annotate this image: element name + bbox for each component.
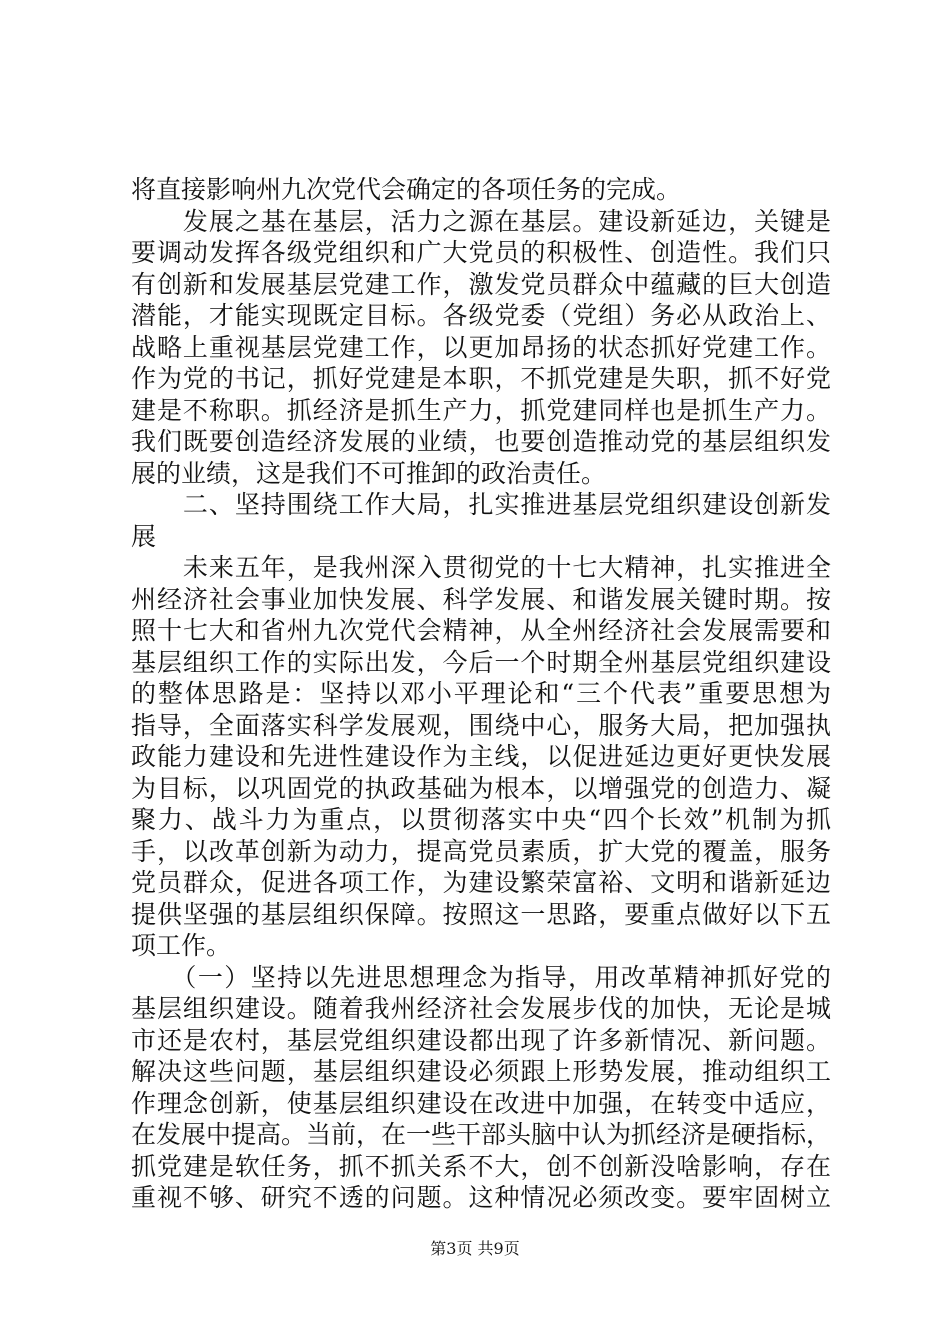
section-heading-line: 展 xyxy=(131,522,157,551)
body-text-line: 聚力、战斗力为重点，以贯彻落实中央“四个长效”机制为抓 xyxy=(131,805,831,834)
body-text-line: 党员群众，促进各项工作，为建设繁荣富裕、文明和谐新延边 xyxy=(131,868,831,897)
body-text-line: 未来五年，是我州深入贯彻党的十七大精神，扎实推进全 xyxy=(131,553,831,582)
body-text-line: 项工作。 xyxy=(131,931,232,960)
body-text-line: 抓党建是软任务，抓不抓关系不大，创不创新没啥影响，存在 xyxy=(131,1152,831,1181)
body-text-line: 基层组织建设。随着我州经济社会发展步伐的加快，无论是城 xyxy=(131,994,831,1023)
body-text-line: 政能力建设和先进性建设作为主线，以促进延边更好更快发展 xyxy=(131,742,831,771)
body-text-line: 重视不够、研究不透的问题。这种情况必须改变。要牢固树立 xyxy=(131,1183,831,1212)
body-text-line: 作理念创新，使基层组织建设在改进中加强，在转变中适应， xyxy=(131,1089,831,1118)
body-text-line: 要调动发挥各级党组织和广大党员的积极性、创造性。我们只 xyxy=(131,238,831,267)
body-text-line: 基层组织工作的实际出发，今后一个时期全州基层党组织建设 xyxy=(131,648,831,677)
section-heading-line: 二、坚持围绕工作大局，扎实推进基层党组织建设创新发 xyxy=(131,490,831,519)
body-text-line: 提供坚强的基层组织保障。按照这一思路，要重点做好以下五 xyxy=(131,900,831,929)
body-text-line: 手，以改革创新为动力，提高党员素质，扩大党的覆盖，服务 xyxy=(131,837,831,866)
body-text-line: 作为党的书记，抓好党建是本职，不抓党建是失职，抓不好党 xyxy=(131,364,831,393)
body-text-line: 我们既要创造经济发展的业绩，也要创造推动党的基层组织发 xyxy=(131,427,831,456)
body-text-line: 将直接影响州九次党代会确定的各项任务的完成。 xyxy=(131,175,682,204)
body-text-line: 有创新和发展基层党建工作，激发党员群众中蕴藏的巨大创造 xyxy=(131,270,831,299)
body-text-line: 的整体思路是：坚持以邓小平理论和“三个代表”重要思想为 xyxy=(131,679,831,708)
body-text-line: 战略上重视基层党建工作，以更加昂扬的状态抓好党建工作。 xyxy=(131,333,831,362)
body-text-line: 市还是农村，基层党组织建设都出现了许多新情况、新问题。 xyxy=(131,1026,831,1055)
body-text-line: 建是不称职。抓经济是抓生产力，抓党建同样也是抓生产力。 xyxy=(131,396,831,425)
body-text-line: 解决这些问题，基层组织建设必须跟上形势发展，推动组织工 xyxy=(131,1057,831,1086)
body-text-line: 州经济社会事业加快发展、科学发展、和谐发展关键时期。按 xyxy=(131,585,831,614)
body-text-line: 潜能，才能实现既定目标。各级党委（党组）务必从政治上、 xyxy=(131,301,831,330)
body-text-line: 展的业绩，这是我们不可推卸的政治责任。 xyxy=(131,459,607,488)
body-text-line: 发展之基在基层，活力之源在基层。建设新延边，关键是 xyxy=(131,207,831,236)
body-text-line: 照十七大和省州九次党代会精神，从全州经济社会发展需要和 xyxy=(131,616,831,645)
body-text-line: 指导，全面落实科学发展观，围绕中心，服务大局，把加强执 xyxy=(131,711,831,740)
page-footer: 第3页 共9页 xyxy=(430,1239,520,1258)
body-text-line: 为目标，以巩固党的执政基础为根本，以增强党的创造力、凝 xyxy=(131,774,831,803)
body-text-line: 在发展中提高。当前，在一些干部头脑中认为抓经济是硬指标， xyxy=(131,1120,832,1149)
body-text-line: （一）坚持以先进思想理念为指导，用改革精神抓好党的 xyxy=(131,963,831,992)
